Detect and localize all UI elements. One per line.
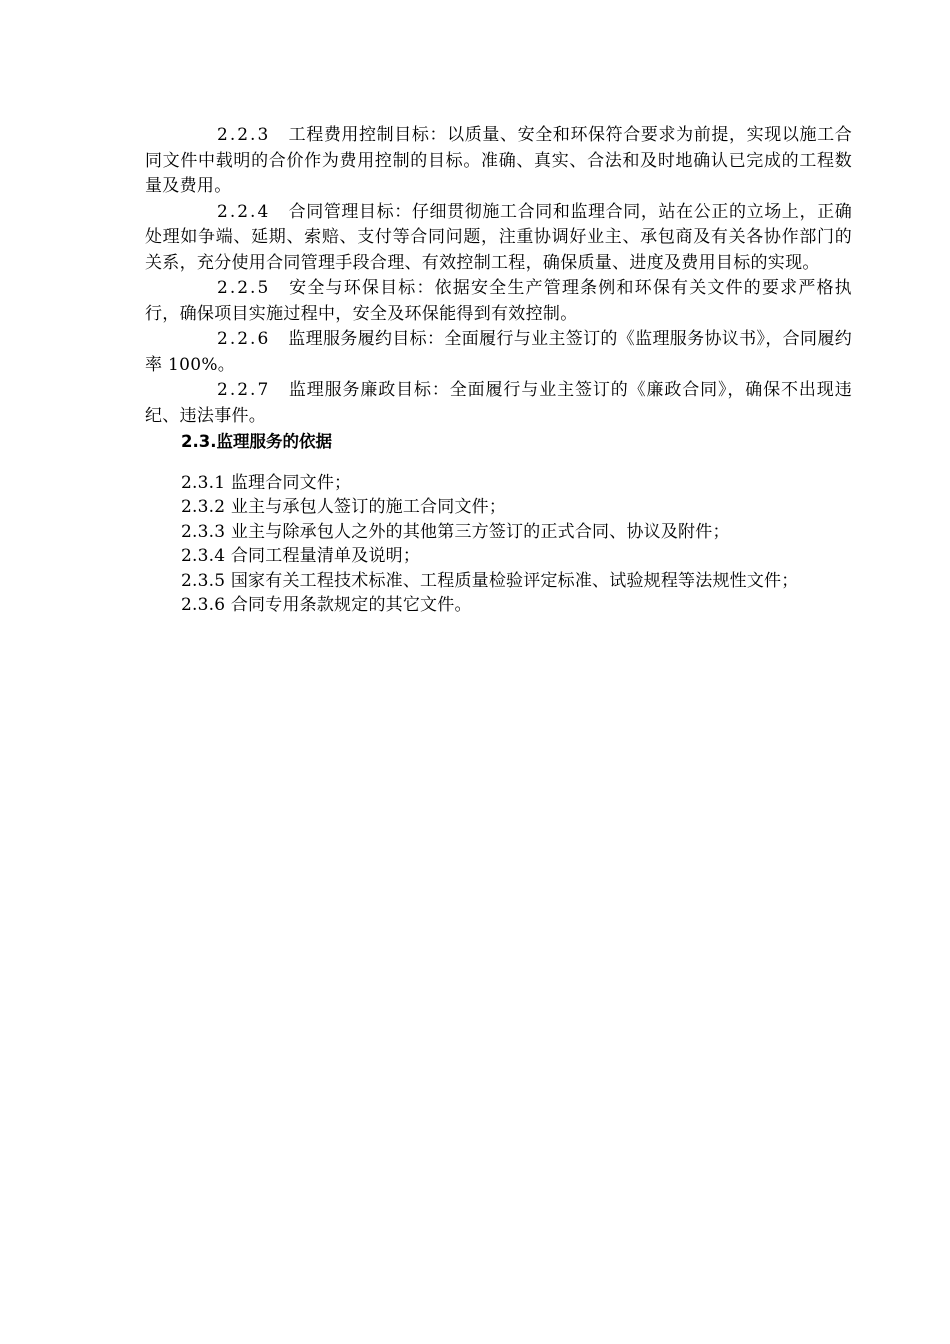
document-body bbox=[145, 123, 852, 618]
paragraph-2-2-3 bbox=[145, 123, 852, 200]
paragraph-number: 2.2.4 bbox=[217, 201, 271, 222]
paragraph-text: 工程费用控制目标：以质量、安全和环保符合要求为前提，实现以施工合同文件中载明的合价作为费用控制的目标。准确、真实、合法和及时地确认已完成的工程数量及费用。 bbox=[145, 125, 852, 196]
paragraph-2-2-6 bbox=[145, 327, 852, 378]
list-item: 2.3.3 业主与除承包人之外的其他第三方签订的正式合同、协议及附件； bbox=[181, 521, 730, 542]
list-item: 2.3.6 合同专用条款规定的其它文件。 bbox=[181, 595, 472, 615]
paragraph-text: 安全与环保目标：依据安全生产管理条例和环保有关文件的要求严格执行，确保项目实施过程中，安全及环保能得到有效控制。 bbox=[145, 278, 852, 324]
paragraph-number: 2.2.6 bbox=[217, 329, 271, 349]
paragraph-number: 2.2.3 bbox=[217, 125, 271, 145]
paragraph-text: 合同管理目标：仔细贯彻施工合同和监理合同，站在公正的立场上，正确处理如争端、延期、索赔、支付等合同问题，注重协调好业主、承包商及有关各协作部门的关系，充分使用合同管理手段合理、有效控制工程，确保质量、进度及费用目标的实现。 bbox=[145, 201, 852, 273]
paragraph-number: 2.2.5 bbox=[217, 278, 271, 298]
section-heading: 2.3.监理服务的依据 bbox=[181, 432, 332, 451]
paragraph-text: 监理服务履约目标：全面履行与业主签订的《监理服务协议书》，合同履约率 100%。 bbox=[145, 329, 852, 375]
paragraph-2-2-7 bbox=[145, 378, 852, 429]
paragraph-2-2-4 bbox=[145, 200, 852, 277]
paragraph-number: 2.2.7 bbox=[217, 380, 271, 400]
list-item: 2.3.1 监理合同文件； bbox=[181, 472, 352, 493]
paragraph-text: 监理服务廉政目标：全面履行与业主签订的《廉政合同》，确保不出现违纪、违法事件。 bbox=[145, 380, 852, 426]
list-item: 2.3.2 业主与承包人签订的施工合同文件； bbox=[181, 497, 507, 517]
paragraph-2-2-5 bbox=[145, 276, 852, 327]
basis-list bbox=[145, 471, 852, 618]
list-item: 2.3.5 国家有关工程技术标准、工程质量检验评定标准、试验规程等法规性文件； bbox=[181, 570, 799, 591]
list-item: 2.3.4 合同工程量清单及说明； bbox=[181, 546, 421, 566]
